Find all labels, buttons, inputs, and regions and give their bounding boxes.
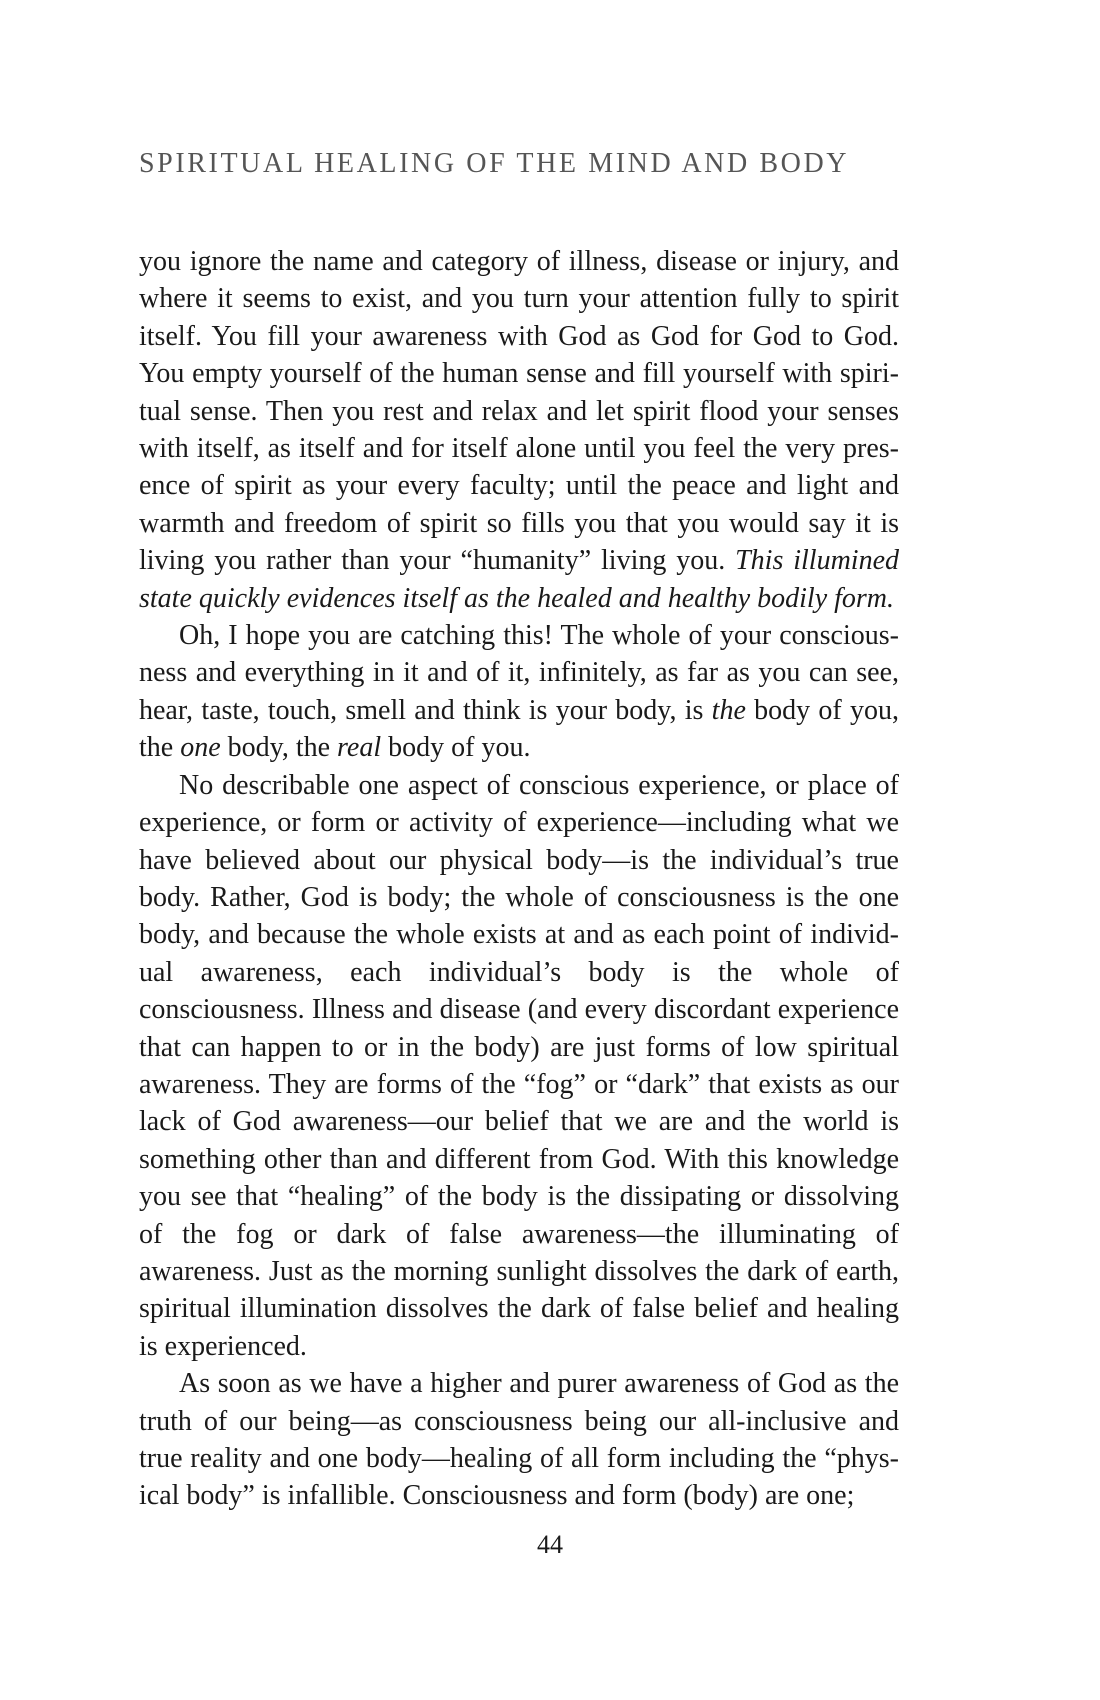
paragraph-4-text: As soon as we have a higher and purer awareness of God as the truth of our being—as consciousness being our all-inclusive and true reality and one body—healing of all form including the “physical body” is infallible. Consciousness and form (body) are one; [139,1368,899,1512]
paragraph-2-text-c: body, the [220,732,338,764]
paragraph-2-italic-real: real [337,732,382,764]
paragraph-2 [139,617,899,767]
paragraph-1-text: you ignore the name and category of illness, disease or injury, and where it seems to exist, and you turn your attention fully to spirit itself. You fill your awareness with God as God for God to God. You empty yourself of the human sense and fill yourself with spiritual sense. Then you rest and relax and let spirit flood your senses with itself, as itself and for itself alone until you feel the very presence of spirit as your every faculty; until the peace and light and warmth and freedom of spirit so fills you that you would say it is living you rather than your “humanity” living you. [139,246,899,577]
paragraph-2-text-a: Oh, I hope you are catching this! The whole of your consciousness and everything in it and of it, infinitely, as far as you can see, hear, taste, touch, smell and think is your body, is [139,620,899,726]
running-head: SPIRITUAL HEALING OF THE MIND AND BODY [139,148,850,179]
paragraph-3-text: No describable one aspect of conscious experience, or place of experience, or form or activity of experience—including what we have believed about our physical body—is the individual’s true body. Rather, God is body; the whole of consciousness is the one body, and because the whole exists at and as each point of individual awareness, each individual’s body is the whole of consciousness. Illness and disease (and every discordant experience that can happen to or in the body) are just forms of low spiritual awareness. They are forms of the “fog” or “dark” that exists as our lack of God awareness—our belief that we are and the world is something other than and different from God. With this knowledge you see that “healing” of the body is the dissipating or dissolving of the fog or dark of false awareness—the illuminating of awareness. Just as the morning sunlight dissolves the dark of earth, spiritual illumination dissolves the dark of false belief and healing is experienced. [139,769,899,1362]
paragraph-2-italic-the: the [711,694,746,726]
paragraph-3 [139,767,899,1366]
paragraph-1 [139,243,899,617]
paragraph-1-italic: This illumined state quickly evidences itself as the healed and healthy bodily form. [139,545,899,614]
paragraph-2-italic-one: one [180,732,221,764]
page-number: 44 [537,1530,563,1559]
body-text [139,243,899,1515]
paragraph-2-text-b: body of you, the [139,694,899,764]
paragraph-2-text-d: body of you. [381,732,531,764]
paragraph-4 [139,1365,899,1515]
